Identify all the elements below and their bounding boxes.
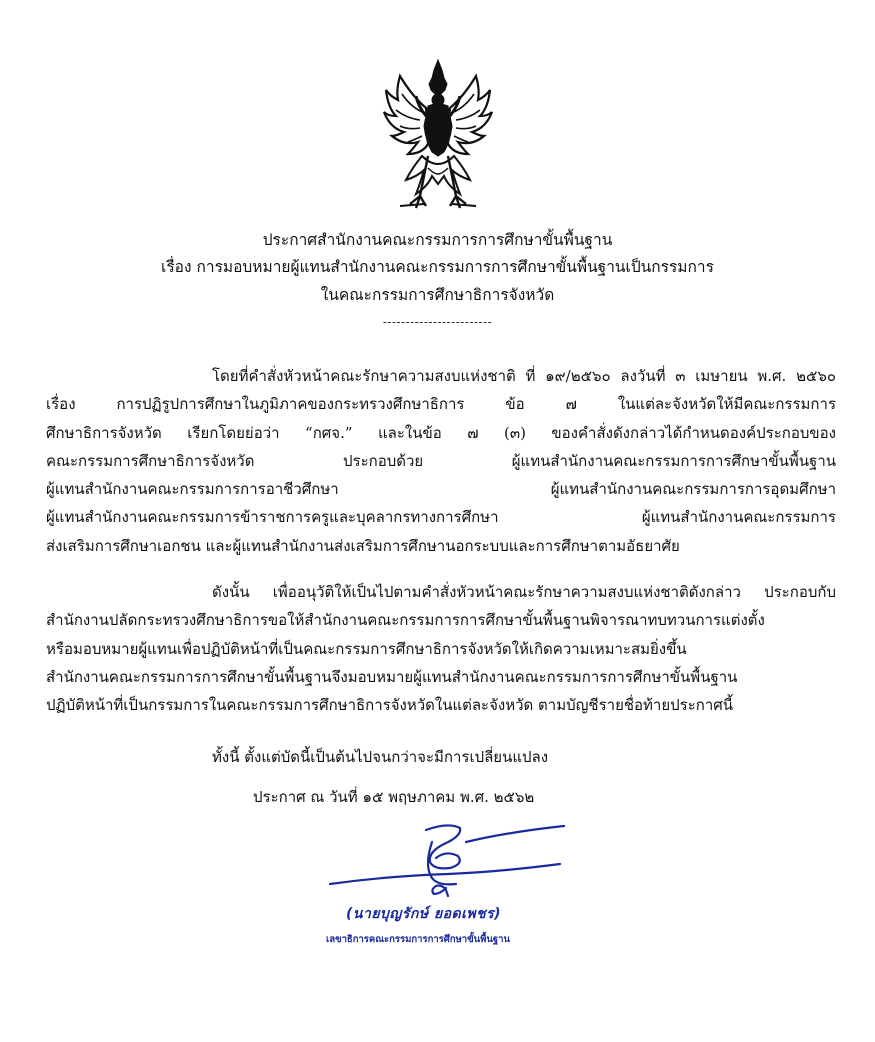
paragraph-line: สำนักงานปลัดกระทรวงศึกษาธิการขอให้สำนักงานคณะกรรมการการศึกษาขั้นพื้นฐานพิจารณาทบทวนการแต่งตั้ง: [46, 611, 765, 630]
body-paragraph-2: [46, 578, 836, 719]
paragraph-line: สำนักงานคณะกรรมการการศึกษาขั้นพื้นฐานจึงมอบหมายผู้แทนสำนักงานคณะกรรมการการศึกษาขั้นพื้นฐาน: [46, 667, 738, 686]
paragraph-line: ผู้แทนสำนักงานคณะกรรมการการอาชีวศึกษา ผู้แทนสำนักงานคณะกรรมการการอุดมศึกษา: [46, 480, 836, 499]
announcement-subject: เรื่อง การมอบหมายผู้แทนสำนักงานคณะกรรมการการศึกษาขั้นพื้นฐานเป็นกรรมการ: [161, 258, 714, 276]
announcement-date: ประกาศ ณ วันที่ ๑๕ พฤษภาคม พ.ศ. ๒๕๖๒: [253, 788, 535, 806]
body-paragraph-1: [46, 362, 836, 560]
handwritten-signature: [328, 818, 568, 908]
effective-clause: ทั้งนี้ ตั้งแต่บัดนี้เป็นต้นไปจนกว่าจะมีการเปลี่ยนแปลง: [212, 748, 549, 766]
paragraph-line: ดังนั้น เพื่ออนุวัติให้เป็นไปตามคำสั่งหัวหน้าคณะรักษาความสงบแห่งชาติดังกล่าว ประกอบกับ: [212, 583, 836, 601]
title-divider: ------------------------: [382, 315, 493, 329]
signer-name: (นายบุญรักษ์ ยอดเพชร): [346, 906, 502, 922]
signer-position: เลขาธิการคณะกรรมการการศึกษาขั้นพื้นฐาน: [326, 934, 510, 945]
announcement-subject-cont: ในคณะกรรมการศึกษาธิการจังหวัด: [320, 286, 555, 304]
paragraph-line: เรื่อง การปฏิรูปการศึกษาในภูมิภาคของกระทรวงศึกษาธิการ ข้อ ๗ ในแต่ละจังหวัดให้มีคณะกรรมการ: [46, 395, 836, 414]
paragraph-line: ศึกษาธิการจังหวัด เรียกโดยย่อว่า “กศจ.” และในข้อ ๗ (๓) ของคำสั่งดังกล่าวได้กำหนดองค์ประกอบของ: [46, 423, 836, 442]
paragraph-line: ผู้แทนสำนักงานคณะกรรมการข้าราชการครูและบุคลากรทางการศึกษา ผู้แทนสำนักงานคณะกรรมการ: [46, 508, 836, 527]
paragraph-line: ปฏิบัติหน้าที่เป็นกรรมการในคณะกรรมการศึกษาธิการจังหวัดในแต่ละจังหวัด ตามบัญชีรายชื่อท้ายประกาศนี้: [46, 696, 734, 715]
paragraph-line: คณะกรรมการศึกษาธิการจังหวัด ประกอบด้วย ผู้แทนสำนักงานคณะกรรมการการศึกษาขั้นพื้นฐาน: [46, 451, 836, 470]
paragraph-line: โดยที่คำสั่งหัวหน้าคณะรักษาความสงบแห่งชาติ ที่ ๑๙/๒๕๖๐ ลงวันที่ ๓ เมษายน พ.ศ. ๒๕๖๐: [212, 367, 836, 385]
paragraph-line: ส่งเสริมการศึกษาเอกชน และผู้แทนสำนักงานส่งเสริมการศึกษานอกระบบและการศึกษาตามอัธยาศัย: [46, 536, 680, 555]
paragraph-line: หรือมอบหมายผู้แทนเพื่อปฏิบัติหน้าที่เป็นคณะกรรมการศึกษาธิการจังหวัดให้เกิดความเหมาะสมยิ่งขึ้น: [46, 639, 687, 658]
garuda-emblem-icon: [382, 56, 494, 214]
announcement-title: ประกาศสำนักงานคณะกรรมการการศึกษาขั้นพื้นฐาน: [262, 231, 613, 249]
